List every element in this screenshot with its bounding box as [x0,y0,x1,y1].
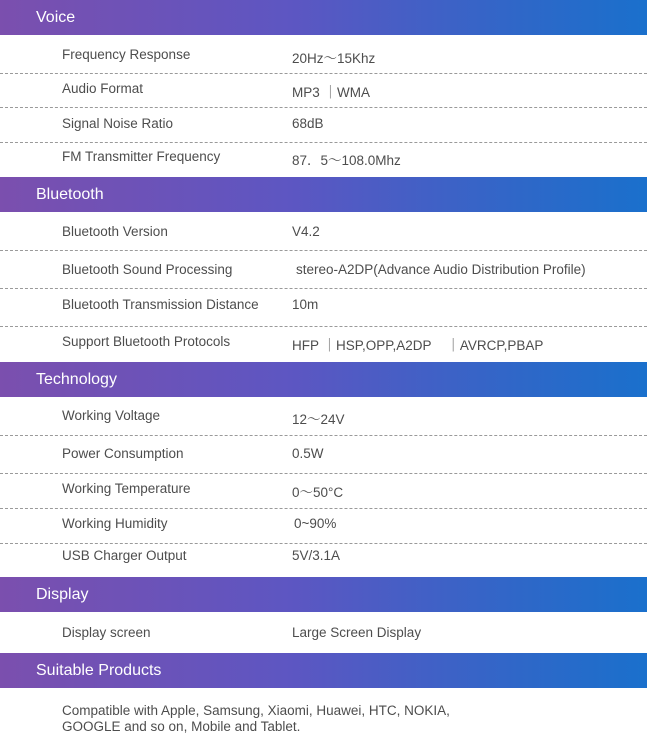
row-divider [0,288,647,289]
spec-label: Working Voltage [62,408,161,423]
spec-label: USB Charger Output [62,548,187,563]
section-header-voice [0,0,647,35]
row-divider [0,142,647,143]
spec-value: 10m [292,297,319,312]
spec-label: Bluetooth Transmission Distance [62,297,259,312]
spec-value: 5V/3.1A [292,548,341,563]
row-divider [0,326,647,327]
spec-value: 68dB [292,116,324,131]
section-header-display [0,577,647,612]
row-divider [0,435,647,436]
spec-label: Bluetooth Version [62,224,168,239]
section-title: Display [36,586,89,603]
section-header-bluetooth [0,177,647,212]
spec-label: Power Consumption [62,446,184,461]
spec-label: Display screen [62,625,151,640]
spec-label: Audio Format [62,81,144,96]
spec-value: 87．5～108.0Mhz [292,153,401,168]
spec-value: MP3 ｜WMA [292,85,371,100]
row-divider [0,107,647,108]
section-title: Technology [36,371,117,388]
section-title: Bluetooth [36,186,104,203]
section-header-suitable-products [0,653,647,688]
row-divider [0,543,647,544]
spec-value: 0.5W [292,446,324,461]
spec-label: Bluetooth Sound Processing [62,262,233,277]
section-title: Voice [36,9,76,26]
row-divider [0,250,647,251]
spec-value: V4.2 [292,224,320,239]
section-header-technology [0,362,647,397]
spec-value: 0～50°C [292,485,344,500]
spec-label: Signal Noise Ratio [62,116,174,131]
spec-label: Working Humidity [62,516,168,531]
row-divider [0,73,647,74]
spec-value: 20Hz～15Khz [292,51,376,66]
spec-value: stereo-A2DP(Advance Audio Distribution Profile) [296,262,586,277]
row-divider [0,473,647,474]
compatibility-text: Compatible with Apple, Samsung, Xiaomi, Huawei, HTC, NOKIA, GOOGLE and so on, Mobile and Tablet. [62,703,450,734]
spec-label: Frequency Response [62,47,191,62]
spec-label: Working Temperature [62,481,191,496]
row-divider [0,508,647,509]
spec-label: Support Bluetooth Protocols [62,334,231,349]
spec-value: 0~90% [294,516,337,531]
spec-label: FM Transmitter Frequency [62,149,221,164]
section-title: Suitable Products [36,662,162,679]
spec-value: 12～24V [292,412,345,427]
spec-value: HFP ｜HSP,OPP,A2DP ｜AVRCP,PBAP [292,338,544,353]
spec-value: Large Screen Display [292,625,422,640]
